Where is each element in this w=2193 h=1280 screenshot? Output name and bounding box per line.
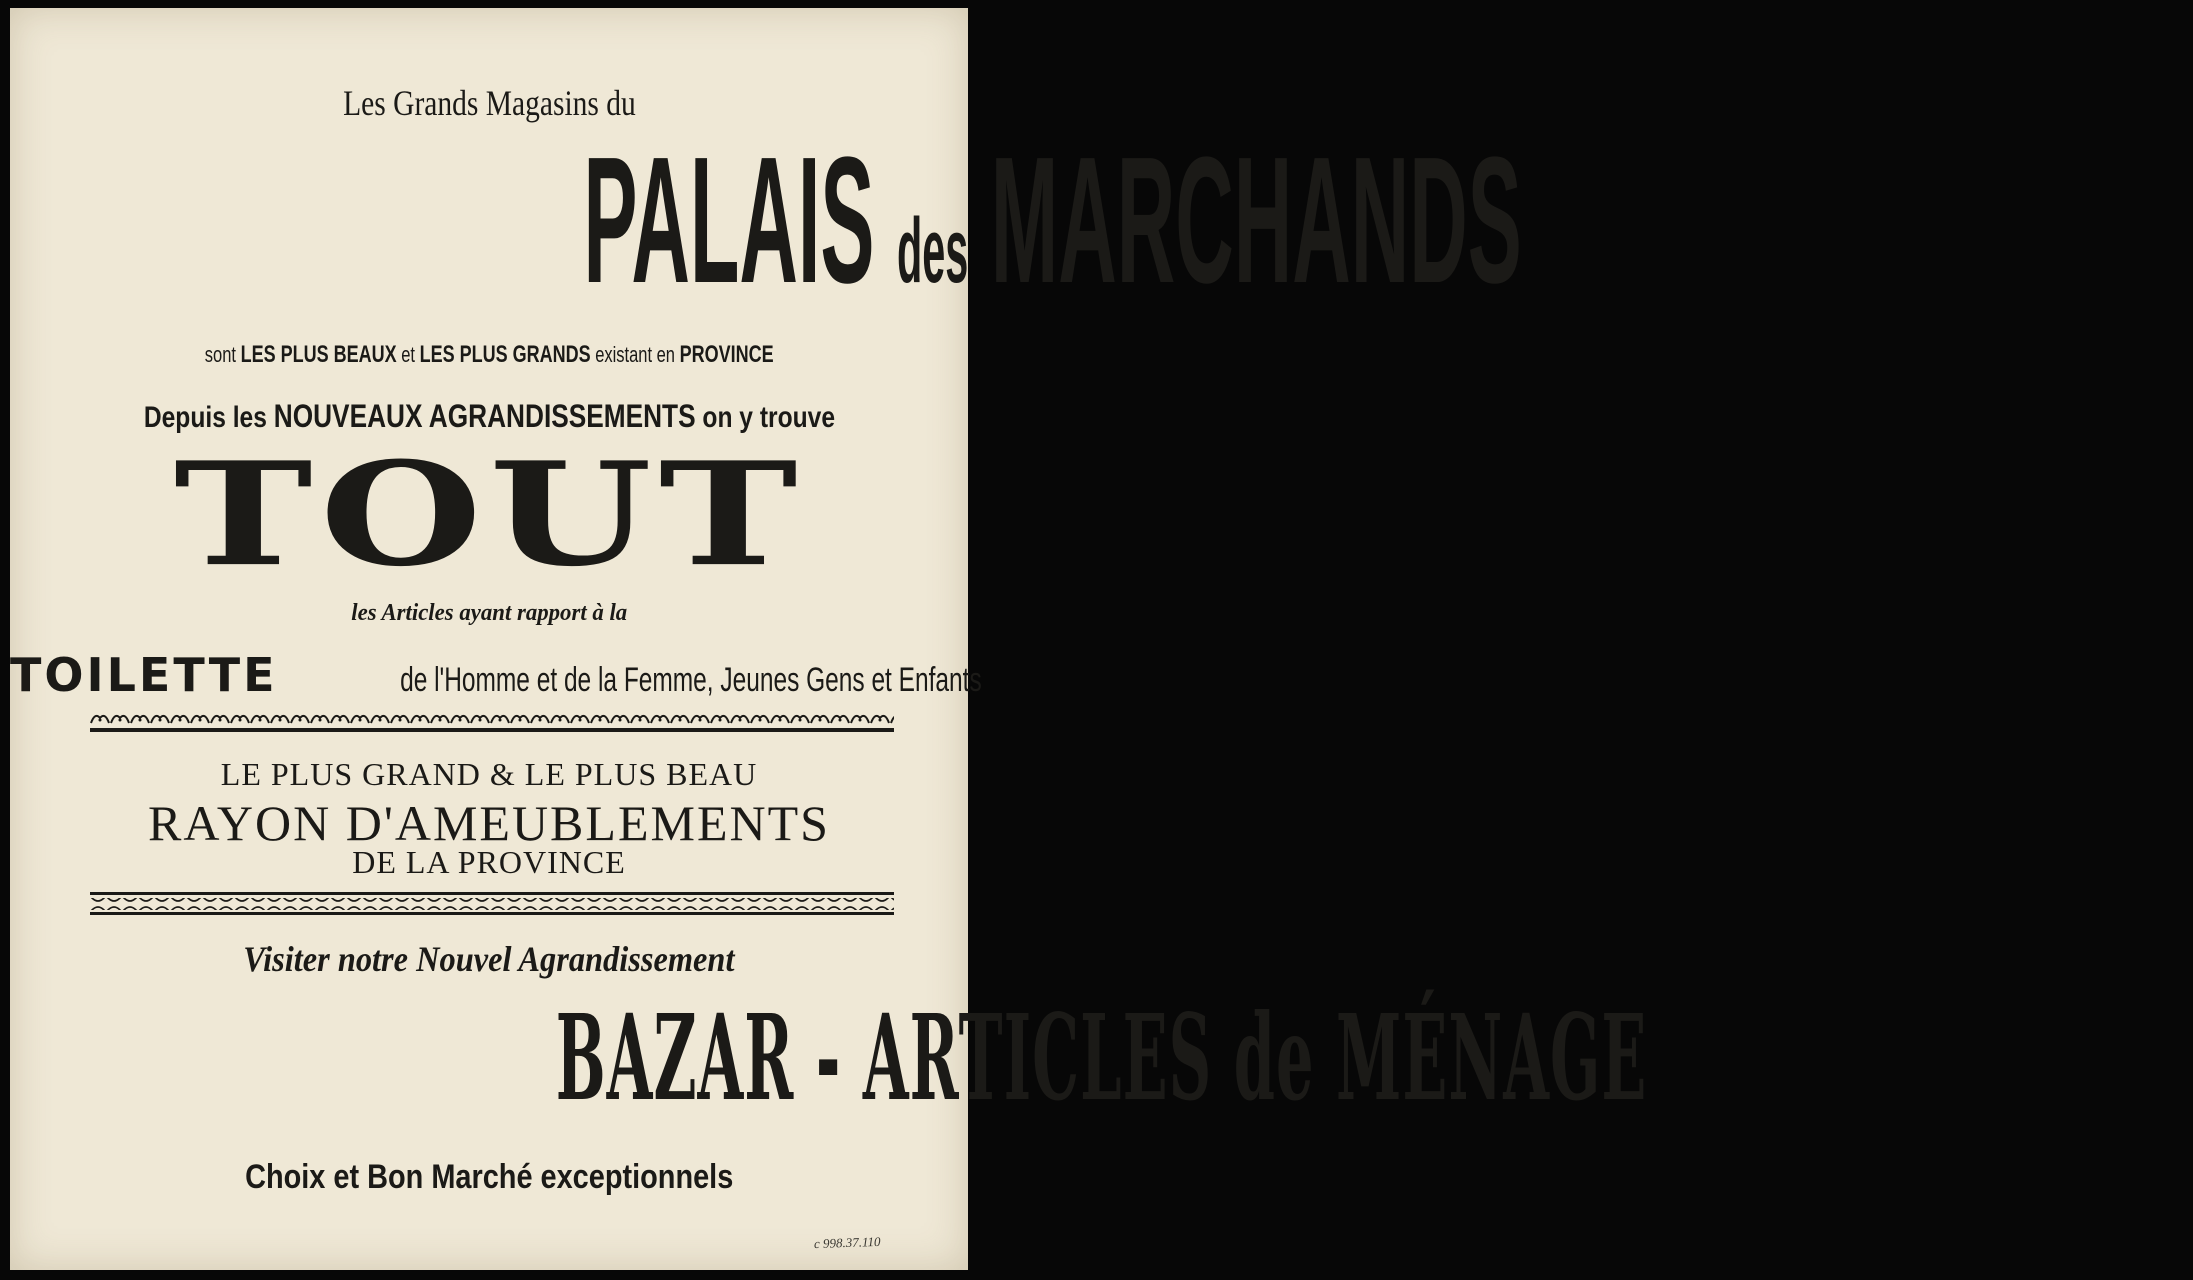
store-name-palais: PALAIS bbox=[583, 120, 875, 321]
since-line bbox=[10, 398, 968, 435]
articles-text: les Articles ayant rapport à la bbox=[351, 600, 627, 626]
rayon-text-1: LE PLUS GRAND & LE PLUS BEAU bbox=[220, 756, 758, 792]
rayon-text-3: DE LA PROVINCE bbox=[352, 844, 626, 880]
intro-line bbox=[10, 82, 968, 124]
rayon-line-3 bbox=[10, 844, 968, 881]
ornament-divider-bottom bbox=[90, 892, 894, 916]
choix-line bbox=[10, 1158, 968, 1197]
since-text: on y trouve bbox=[701, 401, 835, 434]
claim-bold: LES PLUS GRANDS bbox=[419, 341, 591, 368]
store-name-marchands: MARCHANDS bbox=[990, 120, 1522, 321]
tout-text: TOUT bbox=[173, 431, 805, 599]
store-name bbox=[10, 120, 1522, 336]
bazar-heading bbox=[10, 988, 1648, 1127]
claim-bold: LES PLUS BEAUX bbox=[240, 341, 397, 368]
choix-text: Choix et Bon Marché exceptionnels bbox=[244, 1158, 734, 1196]
claim-bold: PROVINCE bbox=[679, 341, 774, 368]
articles-line bbox=[10, 600, 968, 627]
since-bold: NOUVEAUX AGRANDISSEMENTS bbox=[273, 398, 696, 434]
tout-heading bbox=[10, 431, 968, 599]
visit-text: Visiter notre Nouvel Agrandissement bbox=[243, 939, 735, 979]
rayon-line-1 bbox=[10, 756, 968, 793]
claim-word: existant en bbox=[594, 342, 675, 367]
since-text: Depuis les bbox=[143, 401, 267, 434]
claim-word: et bbox=[401, 342, 415, 367]
bazar-text: BAZAR - ARTICLES de MÉNAGE bbox=[555, 988, 1648, 1127]
claim-line bbox=[10, 341, 968, 369]
claim-word: sont bbox=[204, 342, 236, 367]
ornament-divider-top bbox=[90, 710, 894, 734]
catalog-reference: c 998.37.110 bbox=[813, 1233, 881, 1252]
poster-sheet bbox=[10, 8, 1648, 1270]
toilette-line bbox=[10, 648, 982, 702]
visit-line bbox=[10, 938, 968, 980]
store-name-des: des bbox=[896, 200, 969, 302]
intro-text: Les Grands Magasins du bbox=[342, 83, 636, 123]
toilette-rest: de l'Homme et de la Femme, Jeunes Gens et Enfants bbox=[400, 661, 982, 699]
rayon-text-2: RAYON D'AMEUBLEMENTS bbox=[148, 795, 830, 851]
toilette-word: TOILETTE bbox=[10, 648, 278, 702]
